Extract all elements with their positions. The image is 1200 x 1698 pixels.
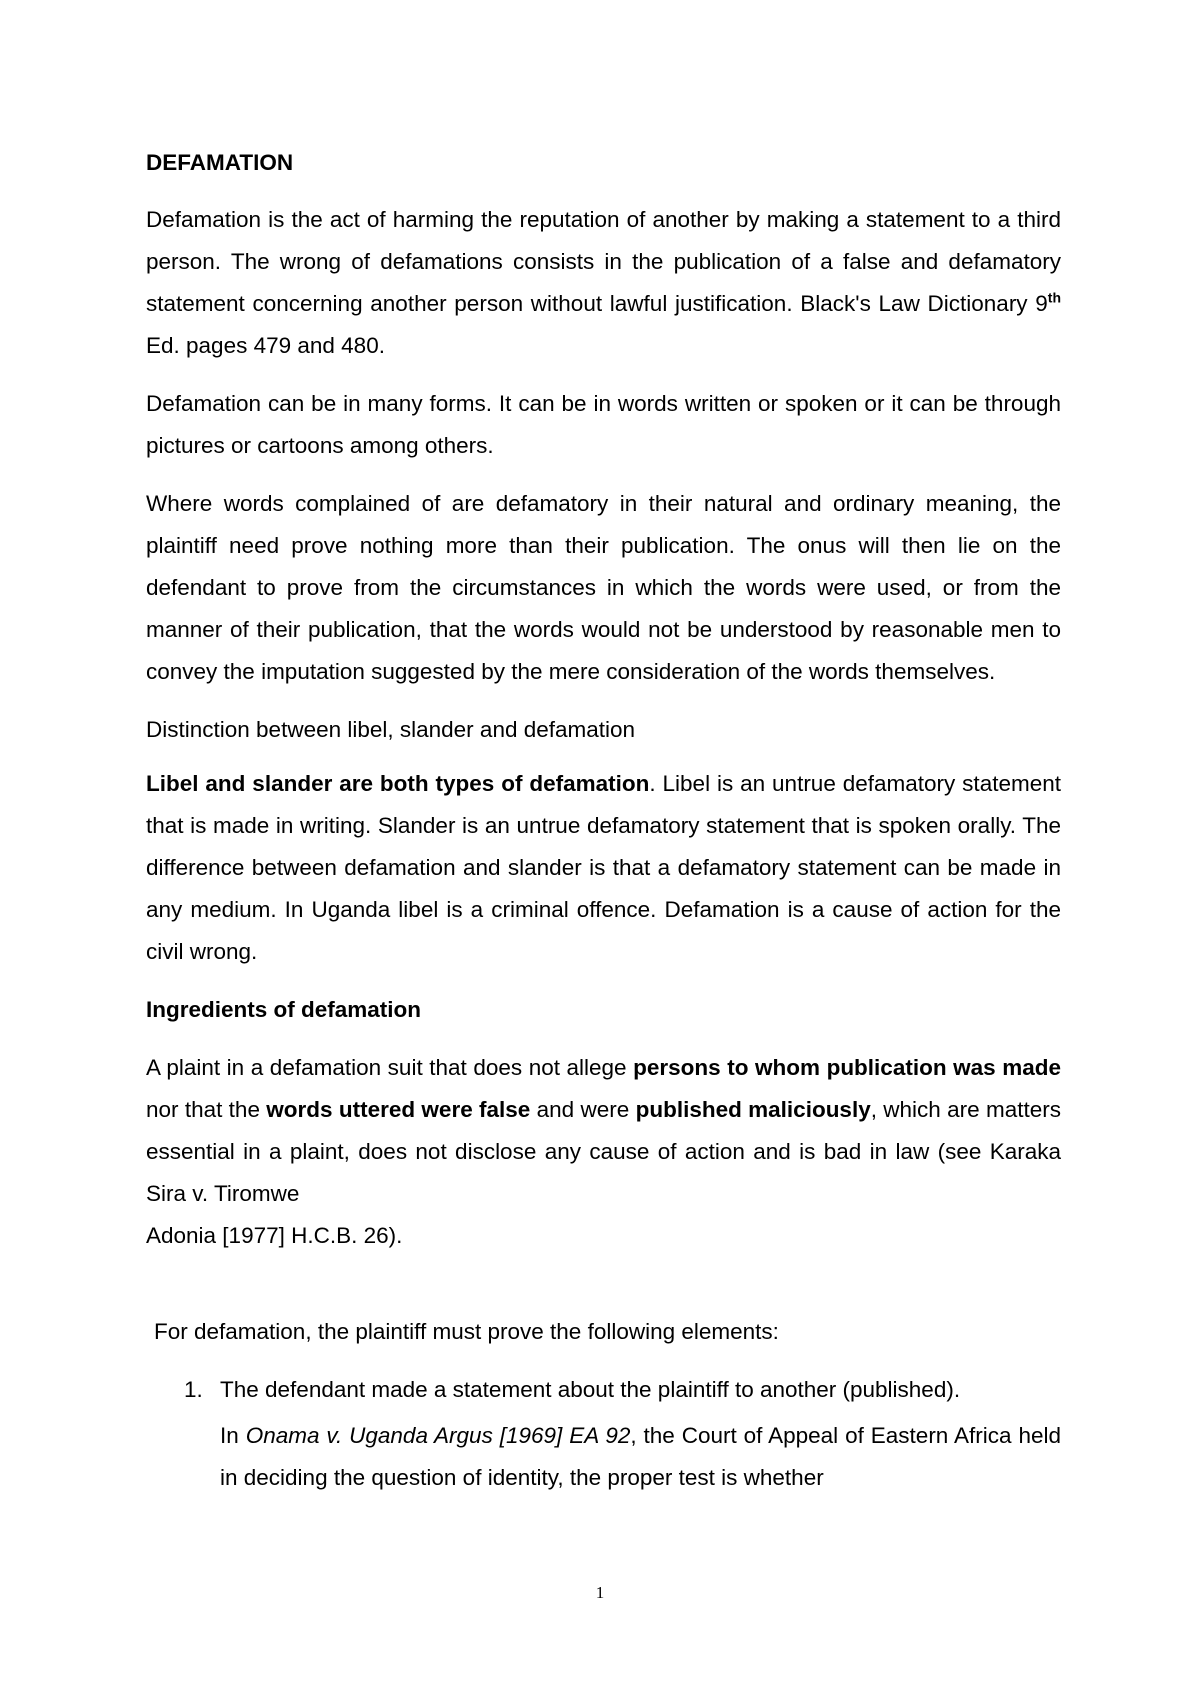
case-citation: Onama v. Uganda Argus [1969] EA 92 [245,1423,631,1448]
document-body [146,142,1061,1499]
libel-slander-text: . Libel is an untrue defamatory statement that is made in writing. Slander is an untrue defamatory statement that is spoken orally. The difference between defamation and slander is that a defamatory statement can be made in any medium. In Uganda libel is a criminal offence. Defamation is a cause of action for the civil wrong. [146,771,1061,964]
plaint-text-3: and were [530,1097,636,1122]
list-item-number: 1. [184,1377,203,1402]
definition-citation: Ed. pages 479 and 480. [146,333,385,358]
plaint-citation-line: Adonia [1977] H.C.B. 26). [146,1223,403,1248]
list-item-text: The defendant made a statement about the plaintiff to another (published). [220,1377,961,1402]
ingredients-heading: Ingredients of defamation [146,997,422,1022]
list-item [146,1369,1061,1411]
list-item-detail [220,1415,1061,1499]
plaint-text-4: , which are matters essential in a plaint, does not disclose any cause of action and is bad in law (see Karaka Sira v. Tiromwe [146,1097,1061,1206]
spacer [146,1273,1061,1311]
plaint-text-2: nor that the [146,1097,267,1122]
case-text-1: In [220,1423,246,1448]
paragraph-onus: Where words complained of are defamatory in their natural and ordinary meaning, the plaintiff need prove nothing more than their publication. The onus will then lie on the defendant to prove from the circumstances in which the words were used, or from the manner of their publication, that the words would not be understood by reasonable men to convey the imputation suggested by the mere consideration of the words themselves. [146,491,1061,684]
case-text-2: , the Court of Appeal of Eastern Africa held in deciding the question of identity, the proper test is whether [220,1423,1061,1490]
distinction-heading: Distinction between libel, slander and defamation [146,717,636,742]
paragraph-plaint [146,1047,1061,1215]
paragraph-libel-slander [146,763,1061,973]
libel-slander-bold: Libel and slander are both types of defamation [146,771,650,796]
plaint-bold-1: persons to whom publication was made [633,1055,1061,1080]
elements-intro: For defamation, the plaintiff must prove the following elements: [154,1319,779,1344]
edition-superscript: th [1047,289,1061,306]
paragraph-definition [146,199,1061,367]
plaint-bold-3: published maliciously [635,1097,871,1122]
plaint-text-1: A plaint in a defamation suit that does not allege [146,1055,634,1080]
paragraph-forms: Defamation can be in many forms. It can be in words written or spoken or it can be through pictures or cartoons among others. [146,391,1061,458]
page-number: 1 [595,1583,605,1602]
plaint-bold-2: words uttered were false [266,1097,531,1122]
document-title: DEFAMATION [146,150,294,175]
definition-text: Defamation is the act of harming the reputation of another by making a statement to a third person. The wrong of defamations consists in the publication of a false and defamatory statement concerning another person without lawful justification. Black's Law Dictionary 9 [146,207,1061,316]
